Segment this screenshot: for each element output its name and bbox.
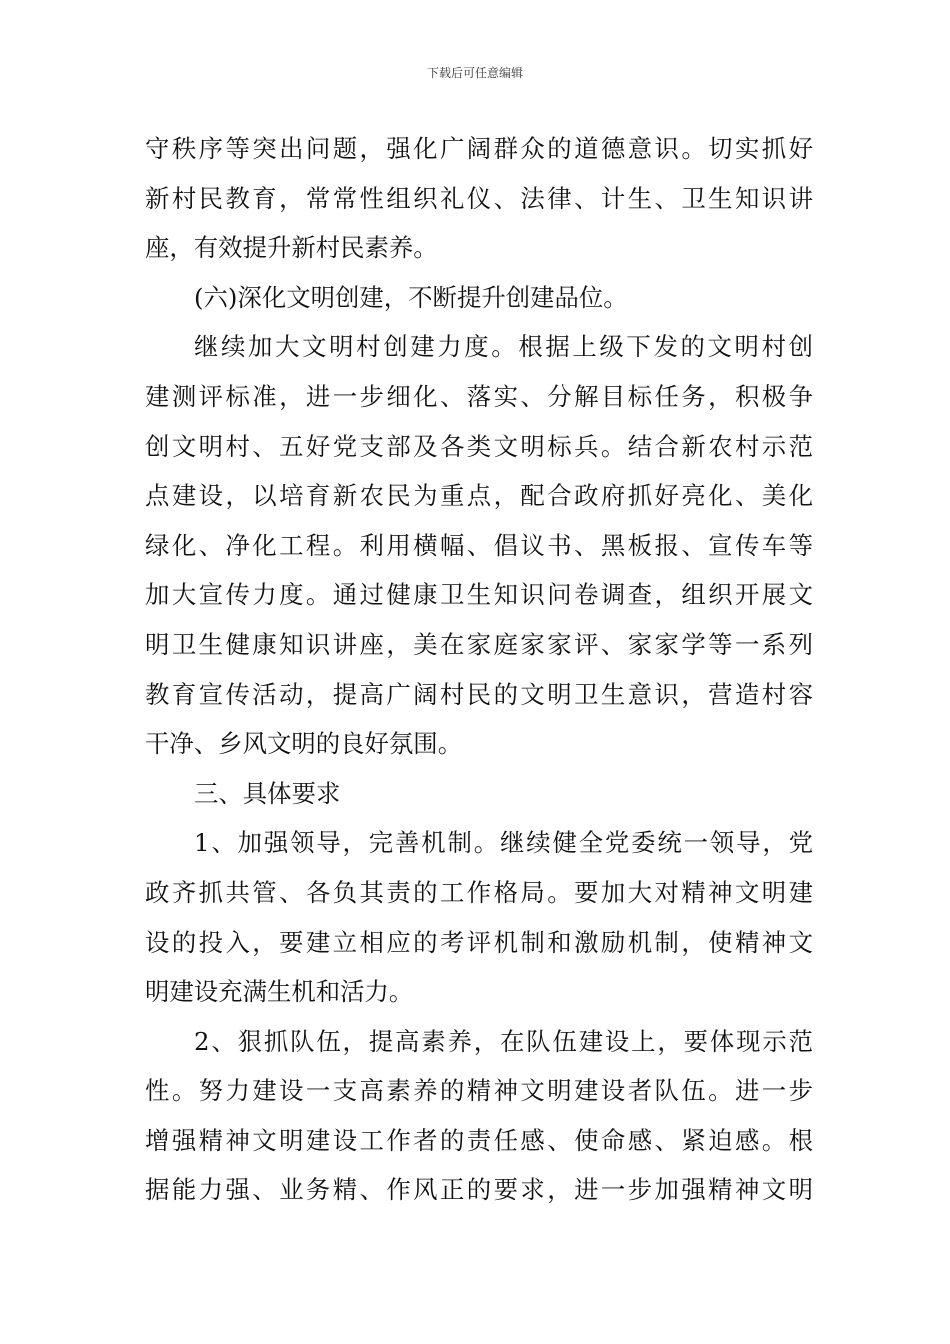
text-line: 新村民教育，常常性组织礼仪、法律、计生、卫生知识讲 xyxy=(145,183,813,213)
text-line: 增强精神文明建设工作者的责任感、使命感、紧迫感。根 xyxy=(145,1125,813,1155)
text-line: 干净、乡风文明的良好氛围。 xyxy=(145,729,463,759)
text-line: 教育宣传活动，提高广阔村民的文明卫生意识，营造村容 xyxy=(145,679,813,709)
text-line: 创文明村、五好党支部及各类文明标兵。结合新农村示范 xyxy=(145,431,813,461)
text-line: 加大宣传力度。通过健康卫生知识问卷调查，组织开展文 xyxy=(145,580,813,610)
text-line: 点建设，以培育新农民为重点，配合政府抓好亮化、美化 xyxy=(145,481,813,511)
text-line: 守秩序等突出问题，强化广阔群众的道德意识。切实抓好 xyxy=(145,134,813,163)
text-line: 座，有效提升新村民素养。 xyxy=(145,233,438,263)
page-header-note: 下载后可任意编辑 xyxy=(426,66,523,80)
text-line: 明卫生健康知识讲座，美在家庭家家评、家家学等一系列 xyxy=(145,629,813,659)
text-line: 性。努力建设一支高素养的精神文明建设者队伍。进一步 xyxy=(145,1076,813,1106)
text-line: (六)深化文明创建，不断提升创建品位。 xyxy=(194,282,628,312)
text-line: 1、加强领导，完善机制。继续健全党委统一领导，党 xyxy=(194,828,813,858)
text-line: 政齐抓共管、各负其责的工作格局。要加大对精神文明建 xyxy=(145,877,813,907)
text-line: 2、狠抓队伍，提高素养，在队伍建设上，要体现示范 xyxy=(194,1026,813,1056)
text-line: 三、具体要求 xyxy=(194,778,341,808)
text-line: 建测评标准，进一步细化、落实、分解目标任务，积极争 xyxy=(145,381,813,411)
text-line: 明建设充满生机和活力。 xyxy=(145,977,414,1007)
text-line: 设的投入，要建立相应的考评机制和激励机制，使精神文 xyxy=(145,927,813,957)
text-line: 绿化、净化工程。利用横幅、倡议书、黑板报、宣传车等 xyxy=(145,530,813,560)
text-line: 据能力强、业务精、作风正的要求，进一步加强精神文明 xyxy=(145,1175,813,1205)
document-body xyxy=(145,124,813,1215)
text-line: 继续加大文明村创建力度。根据上级下发的文明村创 xyxy=(194,332,813,362)
